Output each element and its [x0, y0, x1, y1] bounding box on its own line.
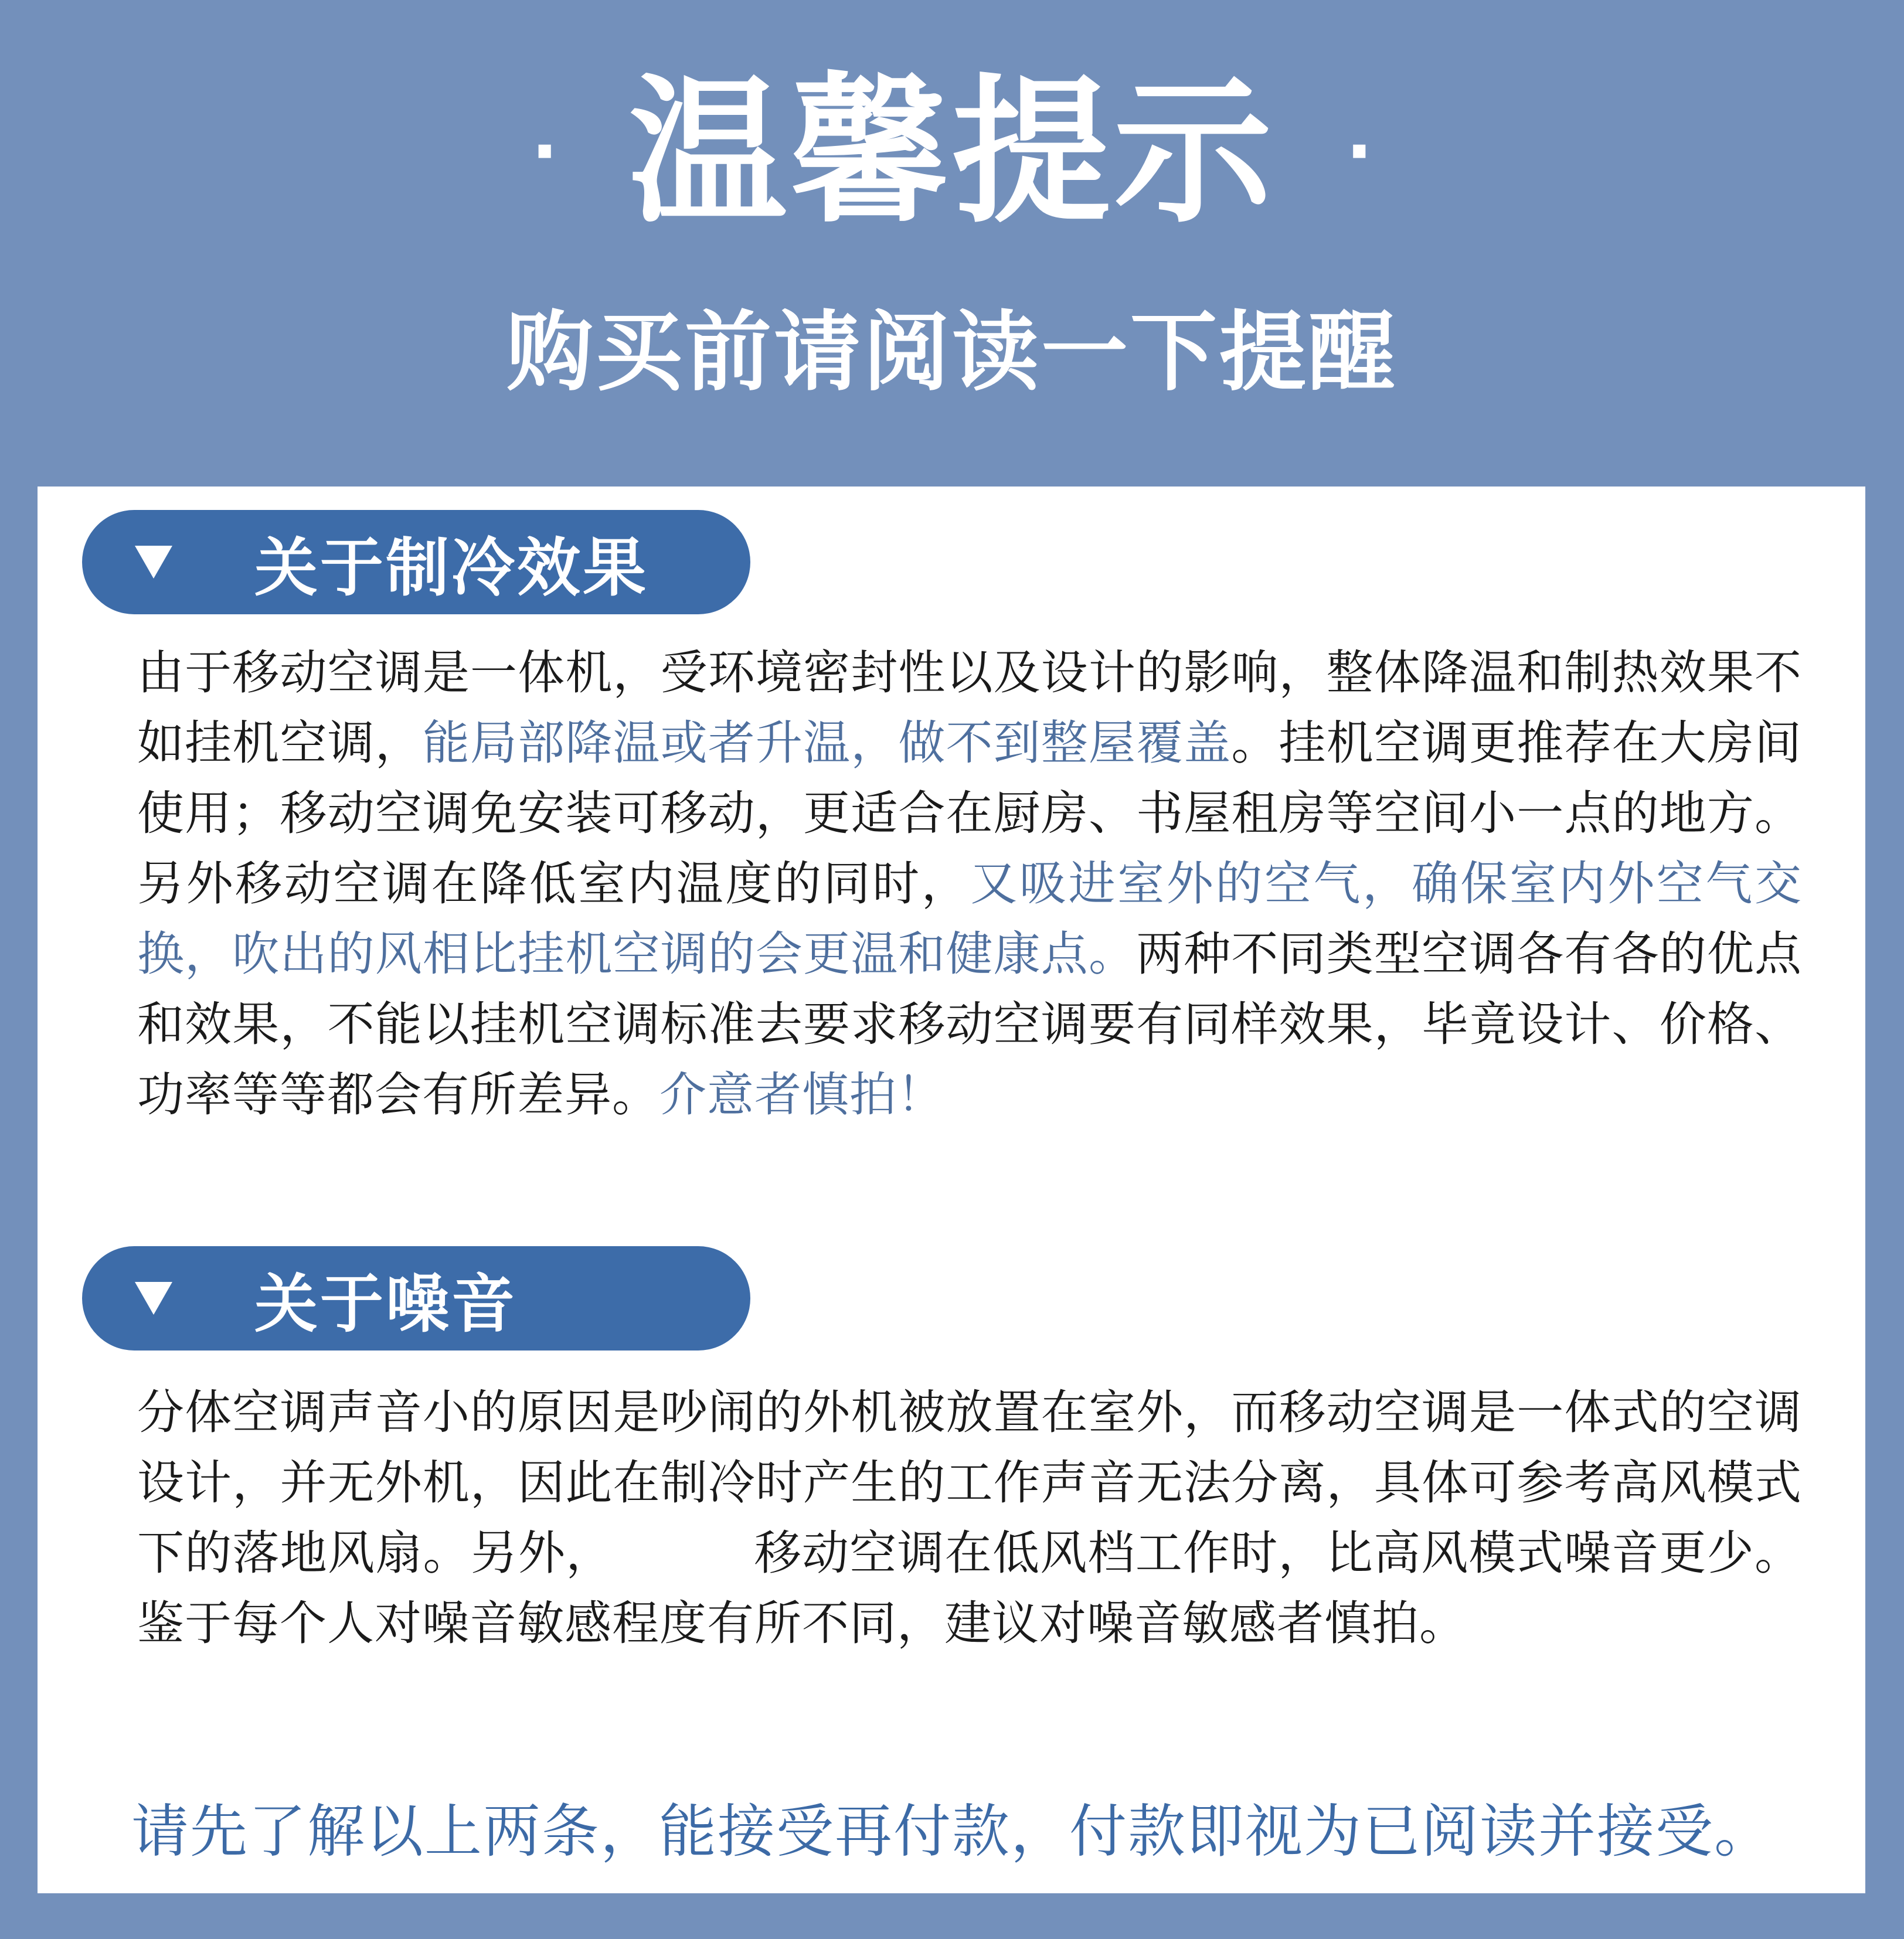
title-dot-right: ·	[1346, 111, 1373, 193]
body-text: 。挂机空调更推荐在大房间使用；移动空调免安装可移动，更适合在厨房、书屋租房等空间小一点的地方。另外移动空调在降低室内温度的同时，	[137, 716, 1803, 911]
highlight-text: 能局部降温或者升温，做不到整屋覆盖	[422, 716, 1232, 770]
section-heading-label: 关于噪音	[254, 1267, 518, 1341]
title-row	[0, 60, 1904, 244]
section-heading-label: 关于制冷效果	[254, 531, 649, 605]
section-body-noise	[137, 1377, 1802, 1659]
notice-card	[38, 487, 1865, 1893]
body-text: 移动空调在低风档工作时，比高风模式噪音更少。鉴于每个人对噪音敏感程度有所不同，建议对噪音敏感者慎拍。	[137, 1526, 1802, 1651]
section-body-cooling	[137, 638, 1802, 1130]
body-text: 分体空调声音小的原因是吵闹的外机被放置在室外，而移动空调是一体式的空调设计，并无外机，因此在制冷时产生的工作声音无法分离，具体可参考高风模式下的落地风扇。另外，	[137, 1385, 1802, 1580]
section-heading-noise	[82, 1246, 750, 1351]
highlight-text: 又吸进室外的空气，确保室内外空气交换，吹出的风相比挂机空调的会更温和健康点。	[137, 856, 1803, 981]
page-title: 温馨提示	[628, 60, 1276, 244]
title-dot-left: ·	[531, 111, 558, 193]
header	[0, 0, 1904, 487]
body-text: 由于移动空调是一体机，受环境密封性以及设计的影响，整体降温和制热效果不如挂机空调，	[137, 645, 1802, 770]
highlight-text: 介意者慎拍！	[659, 1067, 944, 1122]
triangle-down-icon	[135, 546, 172, 579]
body-text: 两种不同类型空调各有各的优点和效果，不能以挂机空调标准去要求移动空调要有同样效果，毕竟设计、价格、功率等等都会有所差异。	[137, 927, 1803, 1122]
footer-notice: 请先了解以上两条，能接受再付款，付款即视为已阅读并接受。	[131, 1798, 1773, 1865]
triangle-down-icon	[135, 1282, 172, 1315]
page-subtitle: 购买前请阅读一下提醒	[506, 302, 1398, 403]
section-heading-cooling	[82, 510, 750, 614]
